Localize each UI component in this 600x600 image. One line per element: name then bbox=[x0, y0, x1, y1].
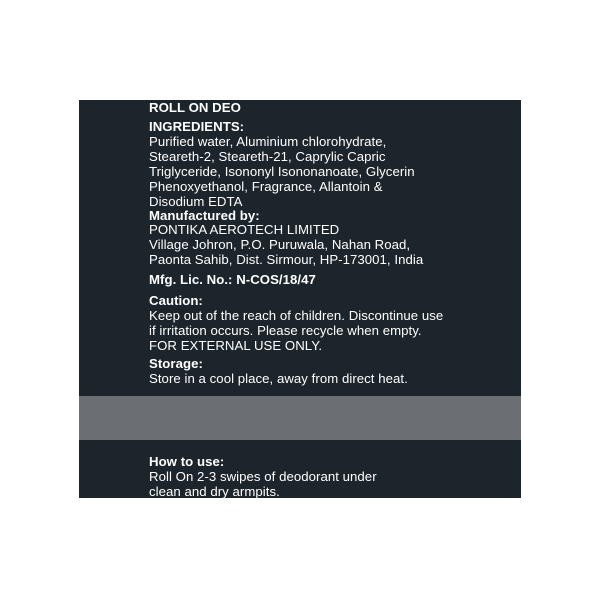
ingredients-line: Triglyceride, Isononyl Isononanoate, Glycerin bbox=[149, 164, 415, 179]
gray-band bbox=[79, 396, 521, 440]
ingredients-line: Phenoxyethanol, Fragrance, Allantoin & bbox=[149, 179, 383, 194]
how-to-use-line: Roll On 2-3 swipes of deodorant under bbox=[149, 469, 377, 484]
manufacturer-heading: Manufactured by: bbox=[149, 208, 260, 223]
ingredients-line: Steareth-2, Steareth-21, Caprylic Capric bbox=[149, 149, 386, 164]
caution-line: if irritation occurs. Please recycle when empty. bbox=[149, 323, 422, 338]
caution-line: FOR EXTERNAL USE ONLY. bbox=[149, 338, 323, 353]
ingredients-heading: INGREDIENTS: bbox=[149, 119, 245, 134]
caution-heading: Caution: bbox=[149, 293, 203, 308]
manufacturer-line: PONTIKA AEROTECH LIMITED bbox=[149, 222, 340, 237]
storage-heading: Storage: bbox=[149, 356, 203, 371]
product-label-panel bbox=[79, 100, 521, 498]
how-to-use-line: clean and dry armpits. bbox=[149, 484, 280, 499]
manufacturer-line: Paonta Sahib, Dist. Sirmour, HP-173001, India bbox=[149, 252, 424, 267]
product-title: ROLL ON DEO bbox=[149, 100, 241, 115]
ingredients-line: Disodium EDTA bbox=[149, 194, 243, 209]
how-to-use-heading: How to use: bbox=[149, 454, 225, 469]
ingredients-line: Purified water, Aluminium chlorohydrate, bbox=[149, 134, 387, 149]
caution-line: Keep out of the reach of children. Discontinue use bbox=[149, 308, 444, 323]
license-number: Mfg. Lic. No.: N-COS/18/47 bbox=[149, 272, 316, 287]
manufacturer-line: Village Johron, P.O. Puruwala, Nahan Road, bbox=[149, 237, 411, 252]
storage-line: Store in a cool place, away from direct heat. bbox=[149, 371, 408, 386]
